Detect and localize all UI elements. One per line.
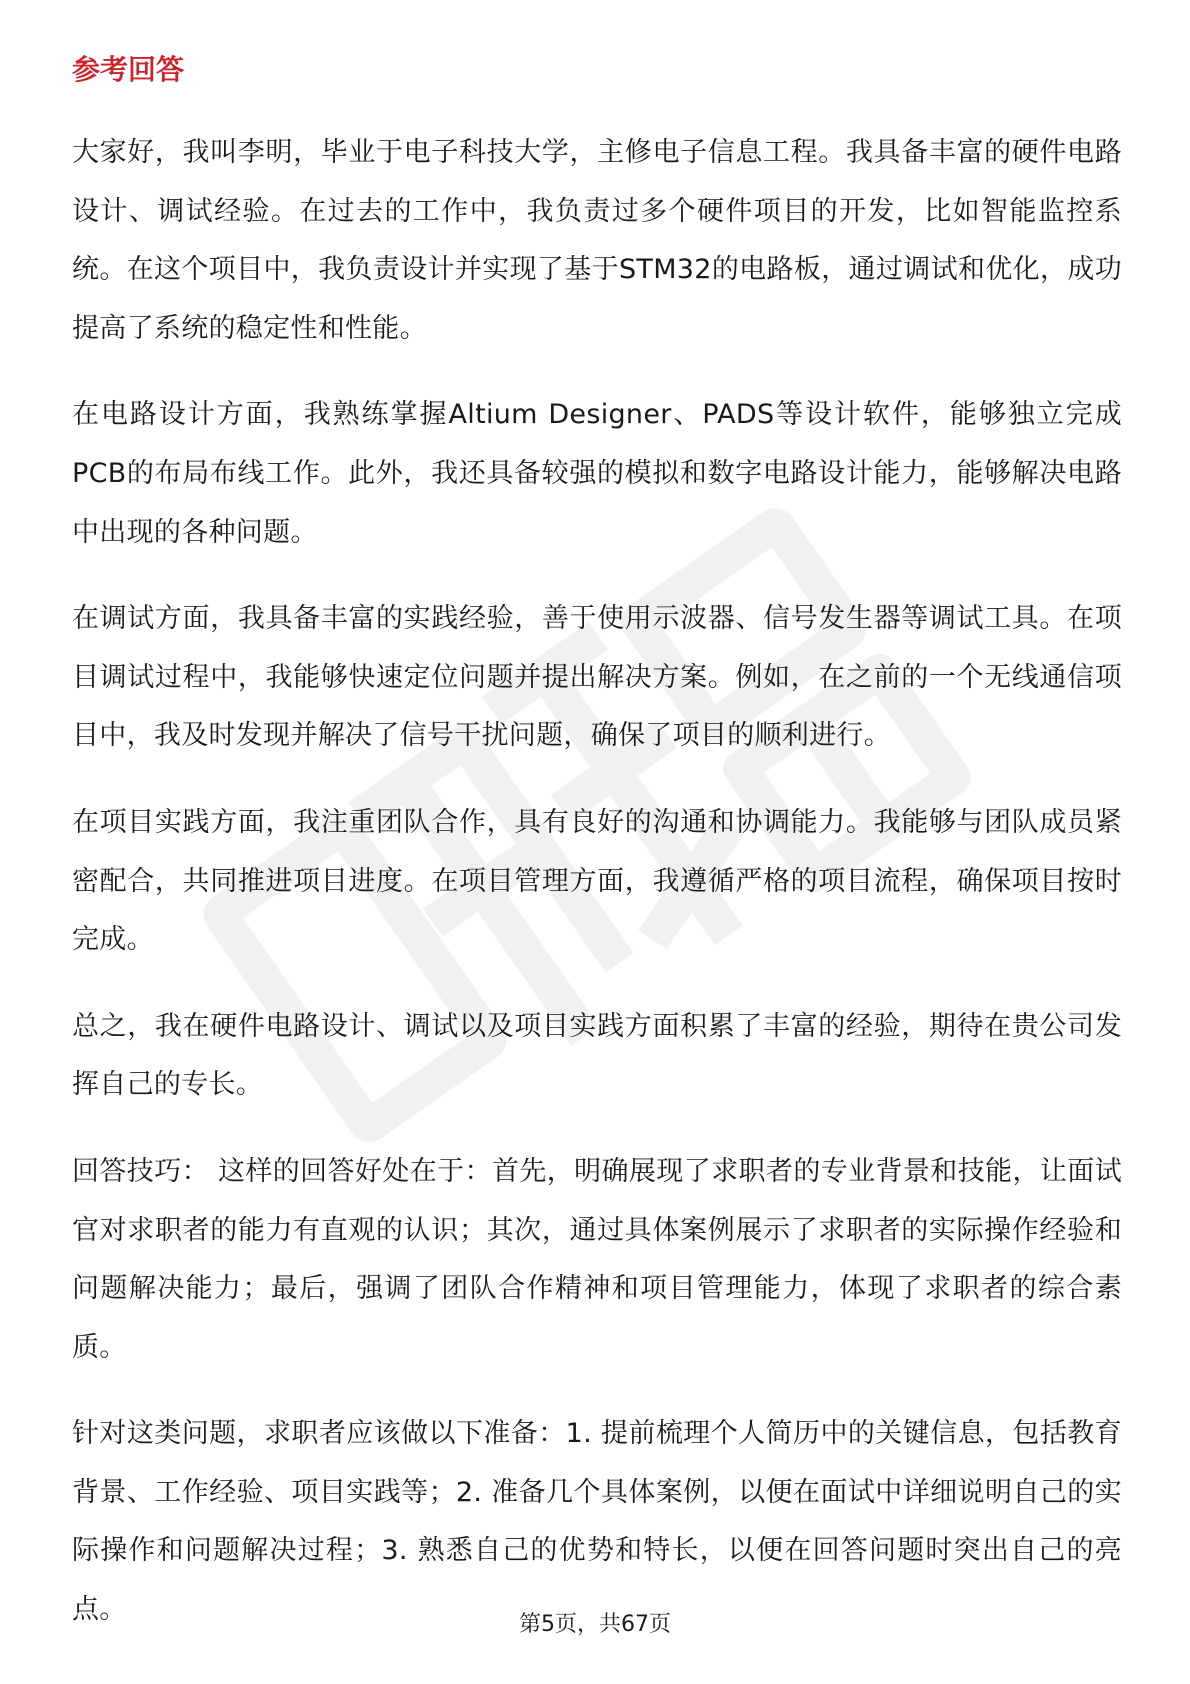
answer-paragraph-1: 大家好，我叫李明，毕业于电子科技大学，主修电子信息工程。我具备丰富的硬件电路设计、调试经验。在过去的工作中，我负责过多个硬件项目的开发，比如智能监控系统。在这个项目中，我负责设计并实现了基于STM32的电路板，通过调试和优化，成功提高了系统的稳定性和性能。 (72, 137, 1122, 344)
tips-paragraph: 回答技巧： 这样的回答好处在于：首先，明确展现了求职者的专业背景和技能，让面试官对求职者的能力有直观的认识；其次，通过具体案例展示了求职者的实际操作经验和问题解决能力；最后，强调了团队合作精神和项目管理能力，体现了求职者的综合素质。 (72, 1155, 1122, 1363)
document-body (72, 48, 1122, 1668)
preparation-paragraph: 针对这类问题，求职者应该做以下准备：1. 提前梳理个人简历中的关键信息，包括教育背景、工作经验、项目实践等；2. 准备几个具体案例，以便在面试中详细说明自己的实际操作和问题解决过程；3. 熟悉自己的优势和特长，以便在回答问题时突出自己的亮点。 (72, 1418, 1122, 1626)
answer-paragraph-5: 总之，我在硬件电路设计、调试以及项目实践方面积累了丰富的经验，期待在贵公司发挥自己的专长。 (72, 1010, 1122, 1101)
page-number: 第5页，共67页 (519, 1612, 671, 1637)
answer-paragraph-4: 在项目实践方面，我注重团队合作，具有良好的沟通和协调能力。我能够与团队成员紧密配合，共同推进项目进度。在项目管理方面，我遵循严格的项目流程，确保项目按时完成。 (72, 806, 1122, 956)
answer-paragraph-2: 在电路设计方面，我熟练掌握Altium Designer、PADS等设计软件，能够独立完成PCB的布局布线工作。此外，我还具备较强的模拟和数字电路设计能力，能够解决电路中出现的各种问题。 (72, 399, 1122, 548)
answer-paragraph-3: 在调试方面，我具备丰富的实践经验，善于使用示波器、信号发生器等调试工具。在项目调试过程中，我能够快速定位问题并提出解决方案。例如，在之前的一个无线通信项目中，我及时发现并解决了信号干扰问题，确保了项目的顺利进行。 (72, 603, 1122, 752)
section-heading: 参考回答 (72, 53, 185, 86)
